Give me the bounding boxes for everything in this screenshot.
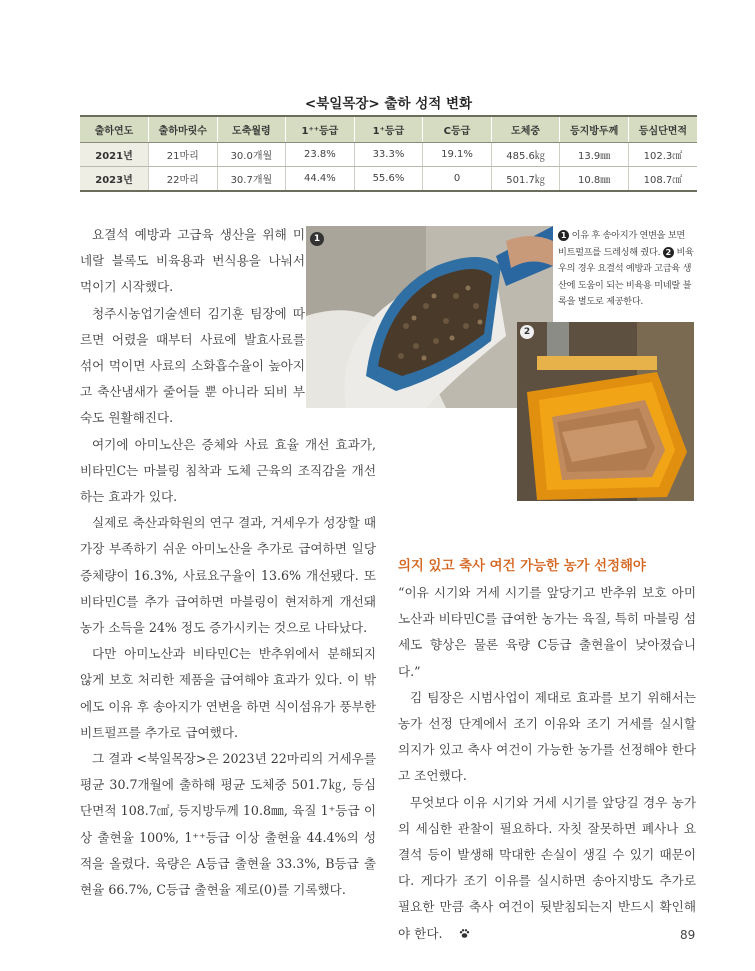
- table-cell: 19.1%: [423, 143, 492, 167]
- paragraph-text: 무엇보다 이유 시기와 거세 시기를 앞당길 경우 농가의 세심한 관찰이 필요하다. 자칫 잘못하면 폐사나 요결석 등이 발생해 막대한 손실이 생길 수 있기 때문이다. 게다가 조기 이유를 실시하면 송아지방도 추가로 필요한 만큼 축사 여건이 뒷받침되는지 반드시 확인해야 한다.: [398, 794, 696, 941]
- left-column: [80, 222, 376, 903]
- section-heading: 의지 있고 축사 여건 가능한 농가 선정해야: [398, 559, 646, 574]
- caption-number-badge: 1: [558, 230, 569, 241]
- table-cell: 30.7개월: [217, 167, 286, 192]
- table-cell: 21마리: [149, 143, 218, 167]
- quote-paragraph: “이유 시기와 거세 시기를 앞당기고 반추위 보호 아미노산과 비타민C를 급여한 농가는 육질, 특히 마블링 섬세도 향상은 물론 육량 C등급 출현율이 낮아졌습니다.”: [398, 585, 696, 679]
- header-head-count: 출하마릿수: [149, 116, 218, 143]
- table-cell: 2023년: [80, 167, 149, 192]
- table-cell: 102.3㎠: [628, 143, 697, 167]
- paragraph: 요결석 예방과 고급육 생산을 위해 미네랄 블록도 비육용과 번식용을 나눠서 먹이기 시작했다.: [80, 227, 305, 295]
- table-row: [80, 143, 697, 167]
- photo-caption: [558, 228, 696, 311]
- table-cell: 30.0개월: [217, 143, 286, 167]
- caption-text-1: 이유 후 송아지가 연변을 보면 비트펄프를 드레싱해 줬다.: [558, 230, 686, 258]
- right-column: [398, 556, 696, 948]
- paw-icon: [447, 922, 470, 948]
- paragraph: 다만 아미노산과 비타민C는 반추위에서 분해되지 않게 보호 처리한 제품을 급여해야 효과가 있다. 이 밖에도 이유 후 송아지가 연변을 하면 식이섬유가 풍부한 비트펄프를 추가로 급여했다.: [80, 646, 376, 740]
- header-ribeye-area: 등심단면적: [628, 116, 697, 143]
- table-row: [80, 167, 697, 192]
- header-carcass-weight: 도체중: [491, 116, 560, 143]
- results-table: [80, 115, 697, 192]
- photo-number-badge: 1: [310, 232, 324, 246]
- table-cell: 2021년: [80, 143, 149, 167]
- table-cell: 485.6㎏: [491, 143, 560, 167]
- page-number: 89: [680, 928, 696, 942]
- paragraph: 실제로 축산과학원의 연구 결과, 거세우가 성장할 때 가장 부족하기 쉬운 아미노산을 추가로 급여하면 일당 증체량이 16.3%, 사료요구율이 13.6% 개선됐다. 또 비타민C를 추가 급여하면 마블링이 현저하게 개선돼 농가 소득을 24% 정도 증가시키는 것으로 나타났다.: [80, 515, 376, 636]
- photo-mineral-block: [517, 322, 694, 501]
- paragraph: 청주시농업기술센터 김기훈 팀장에 따르면 어렸을 때부터 사료에 발효사료를 섞어 먹이면 사료의 소화흡수율이 높아지고 축산냄새가 줄어들 뿐 아니라 되비 부숙도 원활해진다.: [80, 305, 305, 426]
- table-cell: 33.3%: [354, 143, 423, 167]
- table-cell: 10.8㎜: [560, 167, 629, 192]
- table-cell: 0: [423, 167, 492, 192]
- paragraph: 김 팀장은 시범사업이 제대로 효과를 보기 위해서는 농가 선정 단계에서 조기 이유와 조기 거세를 실시할 의지가 있고 축사 여건이 가능한 농가를 선정해야 한다고 조언했다.: [398, 689, 696, 784]
- table-cell: 23.8%: [286, 143, 355, 167]
- header-year: 출하연도: [80, 116, 149, 143]
- table-cell: 22마리: [149, 167, 218, 192]
- table-cell: 108.7㎠: [628, 167, 697, 192]
- table-cell: 13.9㎜: [560, 143, 629, 167]
- mineral-block-illustration: [517, 322, 694, 501]
- table-cell: 501.7㎏: [491, 167, 560, 192]
- table-cell: 44.4%: [286, 167, 355, 192]
- photo-number-badge: 2: [520, 325, 534, 339]
- results-table-section: [80, 93, 697, 192]
- header-slaughter-age: 도축월령: [217, 116, 286, 143]
- paragraph: 그 결과 <북일목장>은 2023년 22마리의 거세우를 평균 30.7개월에 출하해 평균 도체중 501.7㎏, 등심단면적 108.7㎠, 등지방두께 10.8㎜, 육질 1⁺등급 이상 출현율 100%, 1⁺⁺등급 이상 출현율 44.4%의 성적을 올렸다. 육량은 A등급 출현율 33.3%, B등급 출현율 66.7%, C등급 출현율 제로(0)를 기록했다.: [80, 751, 376, 898]
- header-backfat: 등지방두께: [560, 116, 629, 143]
- header-grade-c: C등급: [423, 116, 492, 143]
- header-grade-1pp: 1⁺⁺등급: [286, 116, 355, 143]
- table-title: <북일목장> 출하 성적 변화: [304, 96, 473, 112]
- table-cell: 55.6%: [354, 167, 423, 192]
- caption-number-badge: 2: [663, 247, 674, 258]
- header-grade-1p: 1⁺등급: [354, 116, 423, 143]
- paragraph: 여기에 아미노산은 증체와 사료 효율 개선 효과가, 비타민C는 마블링 침착과 도체 근육의 조직감을 개선하는 효과가 있다.: [80, 436, 376, 505]
- table-header-row: [80, 116, 697, 143]
- paragraph: [398, 790, 696, 948]
- caption-text-2: 비육우의 경우 요결석 예방과 고급육 생산에 도움이 되는 비육용 미네랄 블록을 별도로 제공한다.: [558, 246, 694, 307]
